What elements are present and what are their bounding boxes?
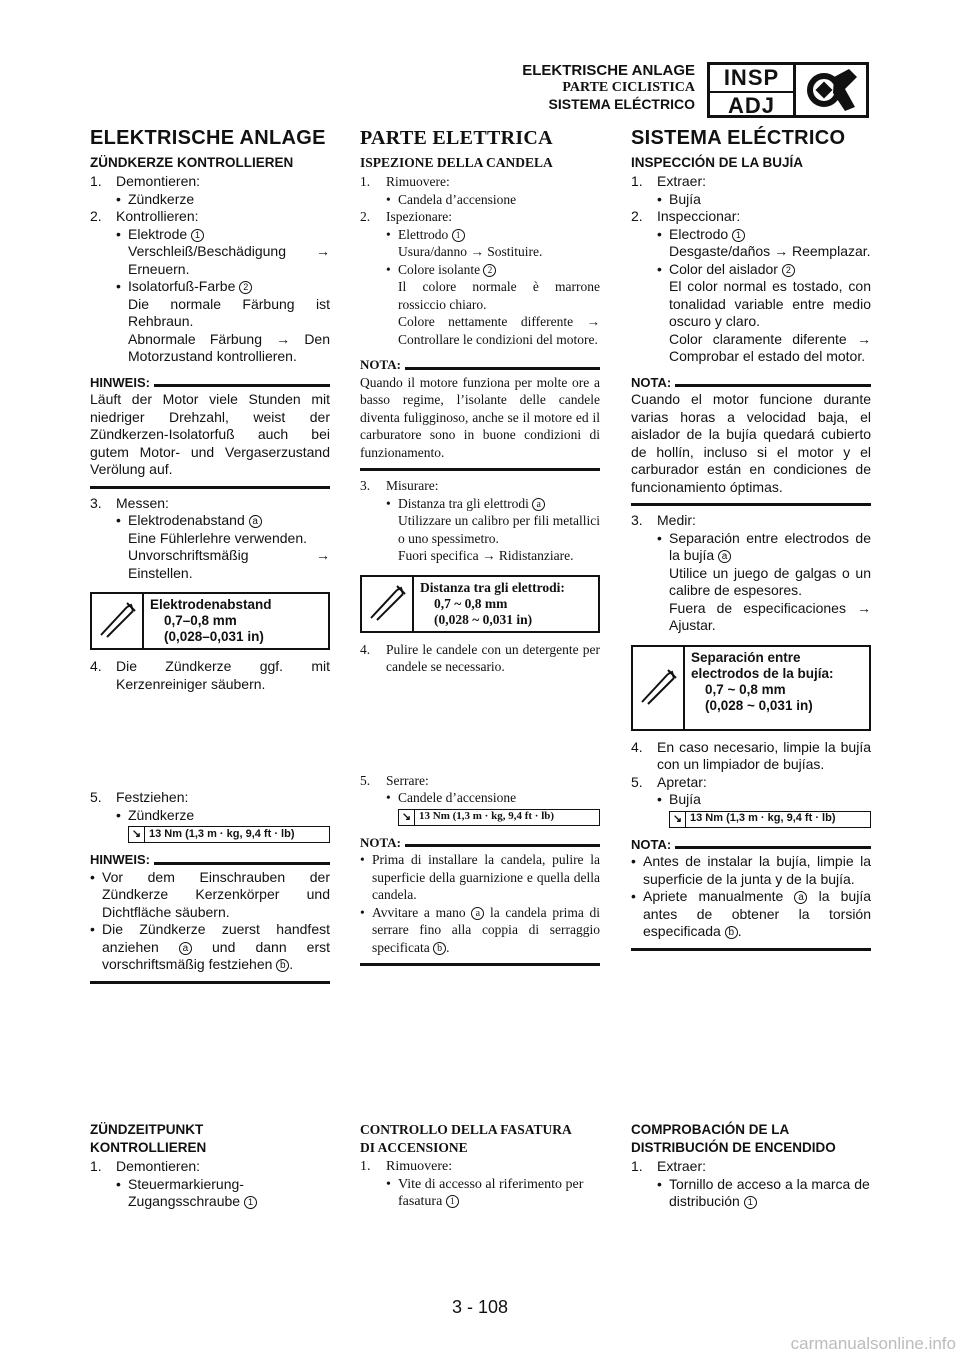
callout-ref: a xyxy=(249,515,262,528)
bullet-icon: • xyxy=(657,791,662,807)
spec-title: Elektrodenabstand xyxy=(150,597,272,612)
step-text: Misurare: xyxy=(386,478,439,493)
section-title: PARTE ELETTRICA xyxy=(360,127,553,149)
note-label: NOTA: xyxy=(631,374,672,390)
note-box: NOTA: • Antes de instalar la bujía, limpie la superficie de la junta y de la bujía. • Apriete manualmente a la bujía antes de obtener la torsión especificada b . xyxy=(631,836,871,951)
bottom-section-spanish xyxy=(631,1121,871,1211)
torque-spec xyxy=(398,809,600,826)
torque-wrench-icon: ↘ xyxy=(129,827,145,842)
callout-ref: 2 xyxy=(239,281,252,294)
callout-ref: 1 xyxy=(744,1196,757,1209)
step-text: Rimuovere: xyxy=(386,174,450,189)
note-bullet-text: Vor dem Einschrauben der Zündkerze Kerzenkörper und Dichtfläche säubern. xyxy=(102,868,330,920)
bullet-icon: • xyxy=(631,853,636,869)
gauge-icon xyxy=(633,647,685,729)
subsection-title: KONTROLLIEREN xyxy=(90,1139,207,1155)
note-bullet-text: Apriete manualmente xyxy=(643,888,784,904)
subsection-title: DISTRIBUCIÓN DE ENCENDIDO xyxy=(631,1139,836,1155)
callout-ref: a xyxy=(718,550,731,563)
bullet-text: Candele d’accensione xyxy=(398,790,517,805)
detail-text: Verschleiß/Beschädigung → Erneuern. xyxy=(128,243,330,277)
step-number: 4. xyxy=(90,658,102,674)
detail-text: Fuori specifica → Ridistanziare. xyxy=(398,548,574,563)
bullet-icon: • xyxy=(116,806,121,823)
step-number: 1. xyxy=(631,1158,643,1174)
bullet-text: Elettrodo xyxy=(398,226,449,242)
callout-ref: b xyxy=(725,926,738,939)
note-bullet-text: Avvitare a mano xyxy=(372,904,466,920)
note-label: NOTA: xyxy=(360,357,401,372)
bullet-icon: • xyxy=(386,191,391,207)
spec-value: 0,7 ~ 0,8 mm xyxy=(705,681,786,697)
bullet-text: Tornillo de acceso a la marca de distribución xyxy=(669,1175,870,1209)
callout-ref: a xyxy=(532,498,545,511)
step-number: 1. xyxy=(90,1158,102,1174)
spec-value: (0,028 ~ 0,031 in) xyxy=(705,697,813,713)
section-title: ELEKTRISCHE ANLAGE xyxy=(90,127,326,149)
bullet-icon: • xyxy=(386,790,391,805)
note-bullet-text: Antes de instalar la bujía, limpie la superficie de la junta y de la bujía. xyxy=(643,853,871,887)
callout-ref: a xyxy=(471,907,484,920)
bullet-text: Steuermarkierung-Zugangsschraube xyxy=(128,1175,244,1209)
bullet-text: Separación entre electrodos de la bujía xyxy=(669,529,871,563)
callout-ref: b xyxy=(433,942,446,955)
detail-text: Abnormale Färbung → Den Motorzustand kontrollieren. xyxy=(128,330,330,364)
bullet-text: Candela d’accensione xyxy=(398,191,517,207)
note-text: Läuft der Motor viele Stunden mit niedriger Drehzahl, weist der Zündkerzen-Isolatorfuß auch bei gutem Motor- und Vergaserzustand Verölung auf. xyxy=(90,391,330,477)
step-text: Apretar: xyxy=(657,773,707,790)
note-box: HINWEIS: • Vor dem Einschrauben der Zündkerze Kerzenkörper und Dichtfläche säubern. • Die Zündkerze zuerst handfest anziehen a und dann erst vorschriftsmäßig festziehen b . xyxy=(90,851,330,984)
step-text: Inspeccionar: xyxy=(657,208,741,224)
step-number: 4. xyxy=(360,641,371,657)
bullet-icon: • xyxy=(386,261,391,277)
bullet-icon: • xyxy=(657,225,662,242)
step-number: 5. xyxy=(631,773,643,790)
callout-ref: a xyxy=(179,942,192,955)
bullet-text: Isolatorfuß-Farbe xyxy=(128,278,236,294)
section-title: SISTEMA ELÉCTRICO xyxy=(631,127,846,149)
bullet-text: Vite di accesso al riferimento per fasatura xyxy=(398,1176,584,1209)
bullet-icon: • xyxy=(116,278,121,294)
bullet-text: Zündkerze xyxy=(128,190,195,207)
step-number: 2. xyxy=(360,209,371,224)
torque-value: 13 Nm (1,3 m · kg, 9,4 ft · lb) xyxy=(419,810,555,823)
bullet-icon: • xyxy=(90,921,95,937)
note-box: NOTA: • Prima di installare la candela, pulire la superficie della guarnizione e quella della candela. • Avvitare a mano a la candela prima di serrare fino alla coppia di serraggio specificata b . xyxy=(360,834,600,967)
detail-text: Eine Fühlerlehre verwenden. xyxy=(128,529,307,546)
step-number: 3. xyxy=(631,512,643,528)
subsection-title: DI ACCENSIONE xyxy=(360,1139,468,1155)
note-label: HINWEIS: xyxy=(90,852,150,867)
step-number: 1. xyxy=(631,173,643,189)
bullet-icon: • xyxy=(116,1175,121,1192)
step-number: 4. xyxy=(631,738,643,755)
step-text: Demontieren: xyxy=(116,173,201,189)
bullet-text: Elektrode xyxy=(128,225,188,242)
badge-text-box xyxy=(710,65,796,118)
note-box xyxy=(90,374,330,489)
spec-title: electrodos de la bujía: xyxy=(691,665,834,681)
callout-ref: b xyxy=(276,959,289,972)
callout-ref: 2 xyxy=(782,264,795,277)
subsection-title: CONTROLLO DELLA FASATURA xyxy=(360,1122,572,1137)
column-german xyxy=(90,127,331,984)
torque-spec xyxy=(128,826,330,843)
callout-ref: 2 xyxy=(483,264,496,277)
detail-text: Die normale Färbung ist Rehbraun. xyxy=(128,295,330,329)
bullet-icon: • xyxy=(657,529,662,546)
bullet-text: Bujía xyxy=(669,190,701,207)
spec-title: Separación entre xyxy=(691,649,801,665)
step-text: Extraer: xyxy=(657,1158,707,1174)
callout-ref: a xyxy=(794,891,807,904)
bullet-icon: • xyxy=(386,226,391,242)
note-text: Quando il motore funziona per molte ore a basso regime, l’isolante delle candele diventa fuligginoso, anche se il motore ed il carburatore sono in buone condizioni di funzionamento. xyxy=(360,374,600,460)
note-label: NOTA: xyxy=(631,836,672,852)
step-number: 1. xyxy=(360,1159,371,1174)
note-bullet-text: la bujía antes de obtener la torsión especificada xyxy=(643,888,871,939)
spec-value: (0,028 ~ 0,031 in) xyxy=(434,611,533,627)
bullet-icon: • xyxy=(116,190,121,207)
detail-text: Fuera de especificaciones → Ajustar. xyxy=(669,599,871,633)
note-box xyxy=(631,374,871,507)
bullet-text: Zündkerze xyxy=(128,806,195,823)
step-text: En caso necesario, limpie la bujía con un limpiador de bujías. xyxy=(657,738,871,772)
note-bullet-text: Die Zündkerze zuerst handfest anziehen xyxy=(102,921,330,955)
detail-text: Color claramente diferente → Comprobar el estado del motor. xyxy=(669,330,871,364)
bottom-section-italian xyxy=(360,1121,600,1211)
note-bullet-text: Prima di installare la candela, pulire la superficie della guarnizione e quella della candela. xyxy=(372,852,600,902)
step-number: 2. xyxy=(90,208,102,224)
bullet-text: Electrodo xyxy=(669,225,729,242)
bullet-icon: • xyxy=(360,904,365,920)
gauge-icon xyxy=(92,594,144,648)
callout-ref: 1 xyxy=(244,1196,257,1209)
subsection-title: ZÜNDZEITPUNKT xyxy=(90,1122,204,1137)
step-number: 3. xyxy=(90,494,102,511)
callout-ref: 1 xyxy=(452,229,465,242)
header-title-de: ELEKTRISCHE ANLAGE xyxy=(522,62,695,79)
step-number: 3. xyxy=(360,478,371,493)
bullet-text: Colore isolante xyxy=(398,261,481,277)
gauge-icon xyxy=(362,577,414,631)
note-text: Cuando el motor funcione durante varias horas a velocidad baja, el aislador de la bujía quedará cubierto de hollín, incluso si el motor y el carburador están en condiciones de funcionamiento óptimas. xyxy=(631,391,871,495)
note-label: HINWEIS: xyxy=(90,374,150,390)
bullet-text: Bujía xyxy=(669,791,701,807)
spec-box xyxy=(360,575,600,633)
step-text: Ispezionare: xyxy=(386,209,452,224)
step-number: 5. xyxy=(90,789,102,805)
watermark[interactable]: carmanualsonline.info xyxy=(790,1334,956,1353)
step-text: Extraer: xyxy=(657,173,707,189)
insp-adj-badge xyxy=(707,62,869,118)
step-text: Medir: xyxy=(657,512,696,528)
step-text: Demontieren: xyxy=(116,1158,201,1174)
spec-value: 0,7 ~ 0,8 mm xyxy=(434,595,508,611)
bullet-icon: • xyxy=(657,190,662,207)
detail-text: Il colore normale è marrone rossiccio chiaro. xyxy=(398,279,600,312)
bullet-icon: • xyxy=(360,852,365,867)
spec-value: 0,7–0,8 mm xyxy=(164,613,237,628)
torque-value: 13 Nm (1,3 m · kg, 9,4 ft · lb) xyxy=(690,812,836,825)
step-text: Serrare: xyxy=(386,772,429,788)
subsection-title: COMPROBACIÓN DE LA xyxy=(631,1122,790,1137)
bullet-text: Distanza tra gli elettrodi xyxy=(398,495,529,511)
bullet-icon: • xyxy=(386,495,391,511)
badge-insp: INSP xyxy=(710,65,793,93)
detail-text: Colore nettamente differente → Controllare le condizioni del motore. xyxy=(398,314,600,347)
bullet-text: Elektrodenabstand xyxy=(128,512,245,528)
detail-text: Desgaste/daños → Reemplazar. xyxy=(669,243,871,259)
bullet-icon: • xyxy=(657,1175,662,1192)
badge-adj: ADJ xyxy=(727,93,775,118)
spec-title: Distanza tra gli elettrodi: xyxy=(420,579,565,595)
column-italian xyxy=(360,127,601,966)
page-number: 3 - 108 xyxy=(451,1297,509,1317)
torque-spec xyxy=(669,811,871,828)
step-number: 2. xyxy=(631,208,643,224)
bullet-icon: • xyxy=(657,260,662,277)
step-number: 1. xyxy=(360,174,371,189)
detail-text: Usura/danno → Sostituire. xyxy=(398,244,543,259)
callout-ref: 1 xyxy=(191,229,204,242)
header-title-it: PARTE CICLISTICA xyxy=(562,80,695,95)
step-text: Pulire le candele con un detergente per candele se necessario. xyxy=(386,641,600,674)
bullet-icon: • xyxy=(631,888,636,904)
detail-text: Utilizzare un calibro per fili metallici o uno spessimetro. xyxy=(398,513,600,546)
torque-value: 13 Nm (1,3 m · kg, 9,4 ft · lb) xyxy=(149,827,295,840)
spec-box xyxy=(90,592,330,650)
bullet-icon: • xyxy=(90,868,95,885)
step-text: Kontrollieren: xyxy=(116,208,199,224)
step-text: Rimuovere: xyxy=(386,1159,453,1174)
bullet-icon: • xyxy=(116,512,121,528)
detail-text: El color normal es tostado, con tonalidad variable entre medio oscuro y claro. xyxy=(669,278,871,329)
bottom-section-german xyxy=(90,1121,330,1211)
bullet-text: Color del aislador xyxy=(669,260,778,277)
spec-value: (0,028–0,031 in) xyxy=(164,629,264,644)
step-text: Festziehen: xyxy=(116,789,189,805)
bullet-icon: • xyxy=(386,1176,391,1192)
callout-ref: 1 xyxy=(446,1195,459,1208)
note-box xyxy=(360,356,600,471)
wrench-icon xyxy=(796,65,866,115)
torque-wrench-icon: ↘ xyxy=(670,812,686,827)
torque-wrench-icon: ↘ xyxy=(399,810,415,825)
column-spanish xyxy=(631,127,871,951)
subsection-title: ISPEZIONE DELLA CANDELA xyxy=(360,154,553,170)
note-bullet-text: und dann erst vorschriftsmäßig festziehen xyxy=(102,938,331,972)
subsection-title: INSPECCIÓN DE LA BUJÍA xyxy=(631,154,804,170)
step-text: Messen: xyxy=(116,494,169,511)
step-number: 1. xyxy=(90,173,102,189)
step-text: Die Zündkerze ggf. mit Kerzenreiniger säubern. xyxy=(116,658,330,692)
note-label: NOTA: xyxy=(360,834,401,850)
header-title-es: SISTEMA ELÉCTRICO xyxy=(548,96,695,112)
header-titles xyxy=(522,62,695,113)
callout-ref: 1 xyxy=(732,229,745,242)
detail-text: Utilice un juego de galgas o un calibre de espesores. xyxy=(669,564,871,598)
bullet-icon: • xyxy=(116,225,121,242)
spec-box xyxy=(631,645,871,731)
subsection-title: ZÜNDKERZE KONTROLLIEREN xyxy=(90,154,294,170)
detail-text: Unvorschriftsmäßig → Einstellen. xyxy=(128,547,330,581)
step-number: 5. xyxy=(360,772,371,788)
note-bullet-text: la candela prima di serrare fino alla coppia di serraggio specificata xyxy=(372,904,601,955)
